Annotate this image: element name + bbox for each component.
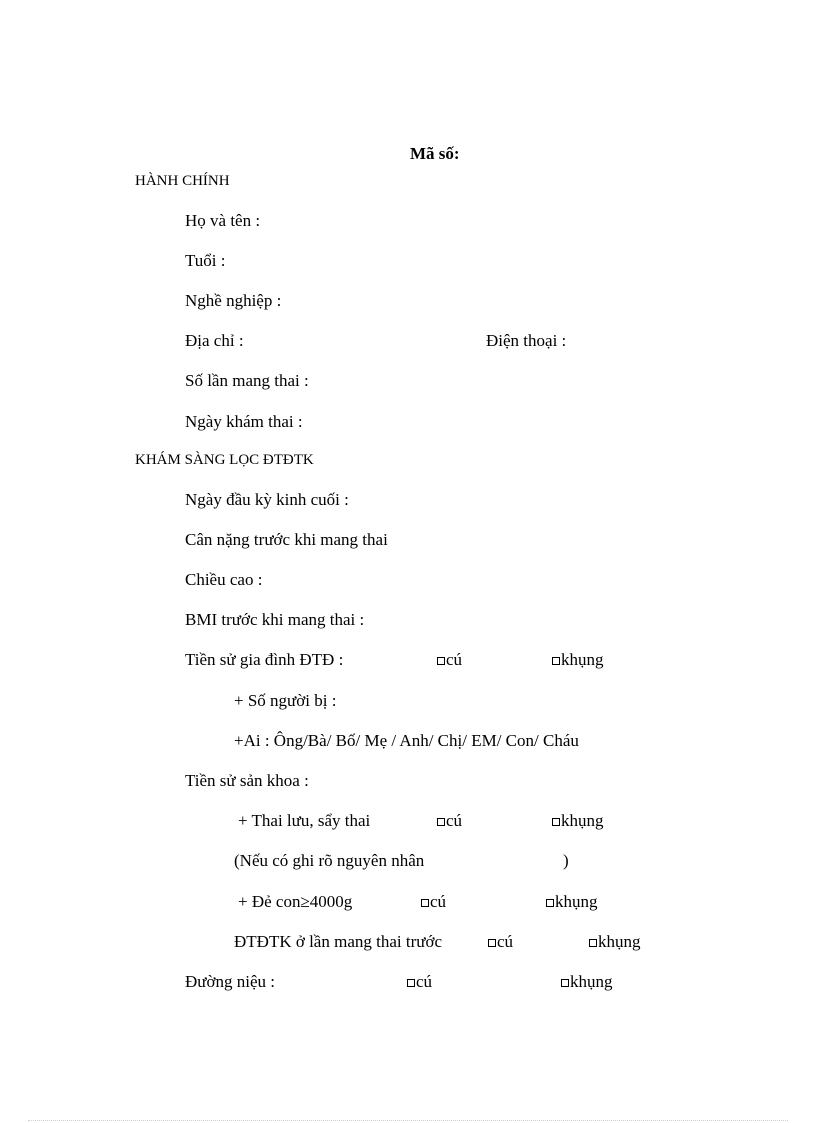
checkbox-icon [421, 899, 429, 907]
option-label: khụng [598, 932, 641, 951]
field-age: Tuổi : [185, 251, 226, 270]
option-macrosomia-no[interactable] [546, 893, 598, 910]
option-label: cú [446, 811, 463, 830]
option-glycosuria-yes[interactable] [407, 973, 432, 990]
option-family-history-no[interactable] [552, 651, 604, 668]
option-prior-gdm-no[interactable] [589, 933, 641, 950]
option-label: khụng [561, 811, 604, 830]
option-glycosuria-no[interactable] [561, 973, 613, 990]
option-family-history-yes[interactable] [437, 651, 462, 668]
checkbox-icon [552, 657, 560, 665]
option-label: cú [497, 932, 514, 951]
field-address: Địa chỉ : [185, 331, 244, 350]
field-stillbirth: + Thai lưu, sẩy thai [238, 811, 371, 830]
section-heading-admin: HÀNH CHÍNH [135, 173, 230, 189]
option-label: khụng [570, 972, 613, 991]
option-macrosomia-yes[interactable] [421, 893, 446, 910]
option-label: cú [430, 892, 447, 911]
field-prepregnancy-weight: Cân nặng trước khi mang thai [185, 530, 388, 549]
option-stillbirth-yes[interactable] [437, 812, 462, 829]
option-stillbirth-no[interactable] [552, 812, 604, 829]
page-bottom-rule [28, 1120, 788, 1121]
field-if-yes-note: (Nếu có ghi rõ nguyên nhân [234, 851, 425, 870]
field-num-affected: + Số người bị : [234, 691, 337, 710]
option-label: cú [416, 972, 433, 991]
checkbox-icon [407, 979, 415, 987]
checkbox-icon [437, 657, 445, 665]
field-exam-date: Ngày khám thai : [185, 412, 303, 431]
checkbox-icon [589, 939, 597, 947]
field-phone: Điện thoại : [486, 331, 567, 350]
option-label: khụng [555, 892, 598, 911]
field-occupation: Nghề nghiệp : [185, 291, 282, 310]
field-name: Họ và tên : [185, 211, 261, 230]
field-glycosuria: Đường niệu : [185, 972, 275, 991]
field-obstetric-history: Tiền sử sản khoa : [185, 771, 309, 790]
field-prior-gdm: ĐTĐTK ở lần mang thai trước [234, 932, 443, 951]
field-lmp: Ngày đầu kỳ kinh cuối : [185, 490, 349, 509]
section-heading-screening: KHÁM SÀNG LỌC ĐTĐTK [135, 452, 314, 468]
checkbox-icon [552, 818, 560, 826]
field-bmi: BMI trước khi mang thai : [185, 610, 365, 629]
field-family-history: Tiền sử gia đình ĐTĐ : [185, 650, 344, 669]
form-code-label: Mã số: [410, 144, 460, 163]
field-pregnancies: Số lần mang thai : [185, 371, 309, 390]
field-macrosomia: + Đẻ con≥4000g [238, 892, 353, 911]
option-label: khụng [561, 650, 604, 669]
field-if-yes-close: ) [563, 851, 569, 870]
field-height: Chiều cao : [185, 570, 263, 589]
checkbox-icon [561, 979, 569, 987]
checkbox-icon [546, 899, 554, 907]
option-prior-gdm-yes[interactable] [488, 933, 513, 950]
checkbox-icon [437, 818, 445, 826]
option-label: cú [446, 650, 463, 669]
checkbox-icon [488, 939, 496, 947]
field-affected-relatives: +Ai : Ông/Bà/ Bố/ Mẹ / Anh/ Chị/ EM/ Con/ Cháu [234, 731, 579, 750]
